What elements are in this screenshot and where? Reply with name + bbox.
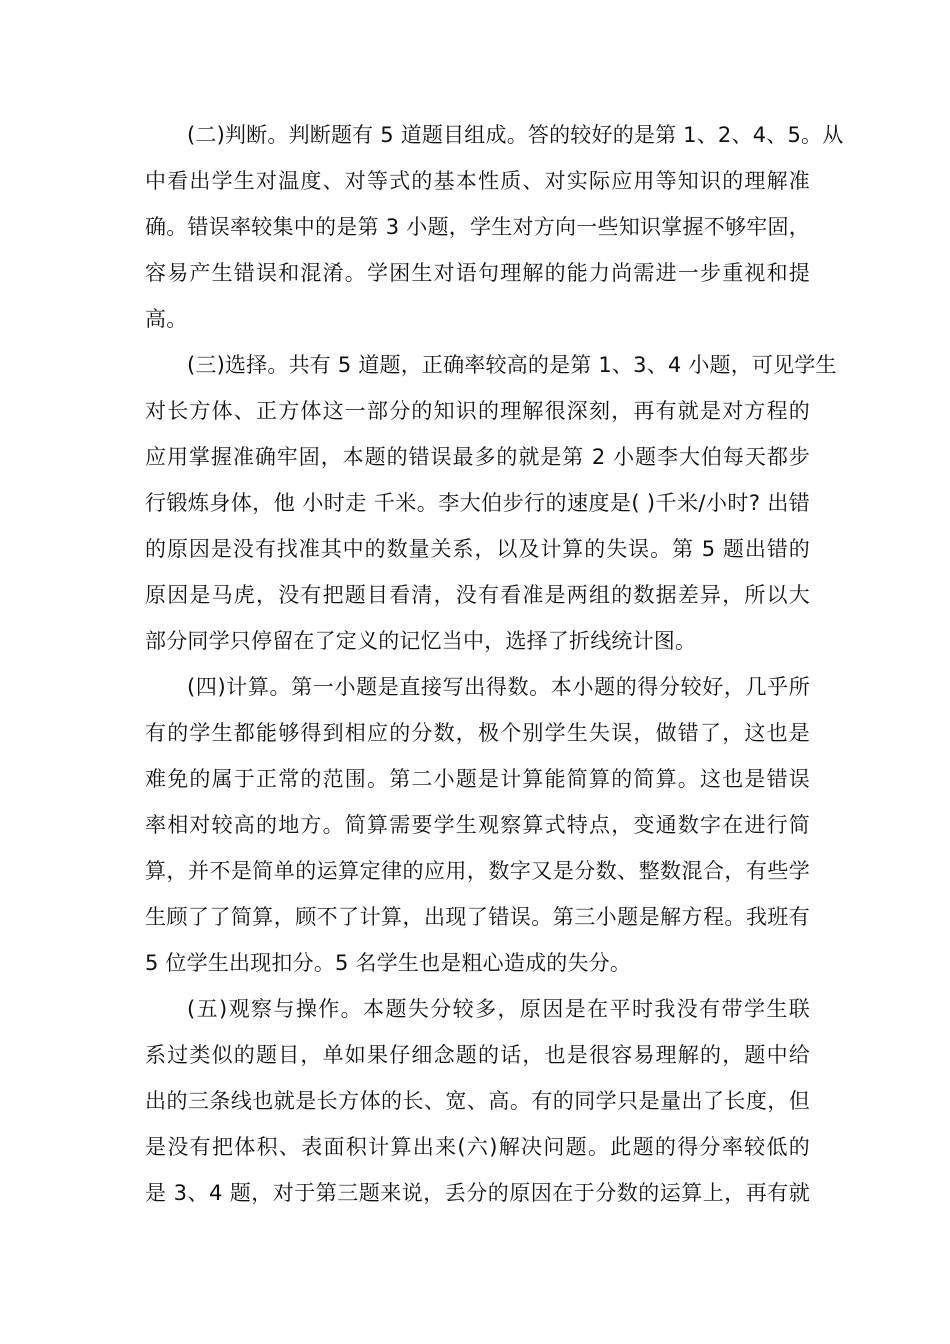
text-line: 算，并不是简单的运算定律的应用，数字又是分数、整数混合，有些学 (145, 859, 810, 883)
text-line: (四)计算。第一小题是直接写出得数。本小题的得分较好，几乎所 (187, 675, 810, 699)
text-line: 行锻炼身体，他 小时走 千米。李大伯步行的速度是( )千米/小时? 出错 (145, 491, 810, 515)
text-line: (二)判断。判断题有 5 道题目组成。答的较好的是第 1、2、4、5。从 (187, 123, 844, 147)
text-line: 系过类似的题目，单如果仔细念题的话，也是很容易理解的，题中给 (145, 1043, 810, 1067)
text-line: 有的学生都能够得到相应的分数，极个别学生失误，做错了，这也是 (145, 721, 810, 745)
text-line: (五)观察与操作。本题失分较多，原因是在平时我没有带学生联 (187, 997, 810, 1021)
text-line: 生顾了了简算，顾不了计算，出现了错误。第三小题是解方程。我班有 (145, 905, 810, 929)
text-line: 5 位学生出现扣分。5 名学生也是粗心造成的失分。 (145, 951, 632, 975)
paragraph-calculation (145, 664, 810, 986)
paragraph-choice (145, 342, 837, 664)
text-line: 原因是马虎，没有把题目看清，没有看准是两组的数据差异，所以大 (145, 583, 810, 607)
text-line: 容易产生错误和混淆。学困生对语句理解的能力尚需进一步重视和提 (145, 261, 810, 285)
text-line: 的原因是没有找准其中的数量关系，以及计算的失误。第 5 题出错的 (145, 537, 810, 561)
text-line: 高。 (145, 307, 188, 331)
text-line: 难免的属于正常的范围。第二小题是计算能简算的简算。这也是错误 (145, 767, 810, 791)
text-line: 确。错误率较集中的是第 3 小题，学生对方向一些知识掌握不够牢固， (145, 215, 810, 239)
text-line: 是没有把体积、表面积计算出来(六)解决问题。此题的得分率较低的 (145, 1135, 810, 1159)
text-line: 率相对较高的地方。简算需要学生观察算式特点，变通数字在进行简 (145, 813, 810, 837)
text-line: 中看出学生对温度、对等式的基本性质、对实际应用等知识的理解准 (145, 169, 810, 193)
text-line: 对长方体、正方体这一部分的知识的理解很深刻，再有就是对方程的 (145, 399, 810, 423)
text-line: 出的三条线也就是长方体的长、宽、高。有的同学只是量出了长度，但 (145, 1089, 810, 1113)
paragraph-judgment (145, 112, 844, 342)
text-line: (三)选择。共有 5 道题，正确率较高的是第 1、3、4 小题，可见学生 (187, 353, 837, 377)
text-line: 部分同学只停留在了定义的记忆当中，选择了折线统计图。 (145, 629, 697, 653)
text-line: 应用掌握准确牢固，本题的错误最多的就是第 2 小题李大伯每天都步 (145, 445, 810, 469)
paragraph-observation (145, 986, 810, 1216)
text-line: 是 3、4 题，对于第三题来说，丢分的原因在于分数的运算上，再有就 (145, 1181, 810, 1205)
